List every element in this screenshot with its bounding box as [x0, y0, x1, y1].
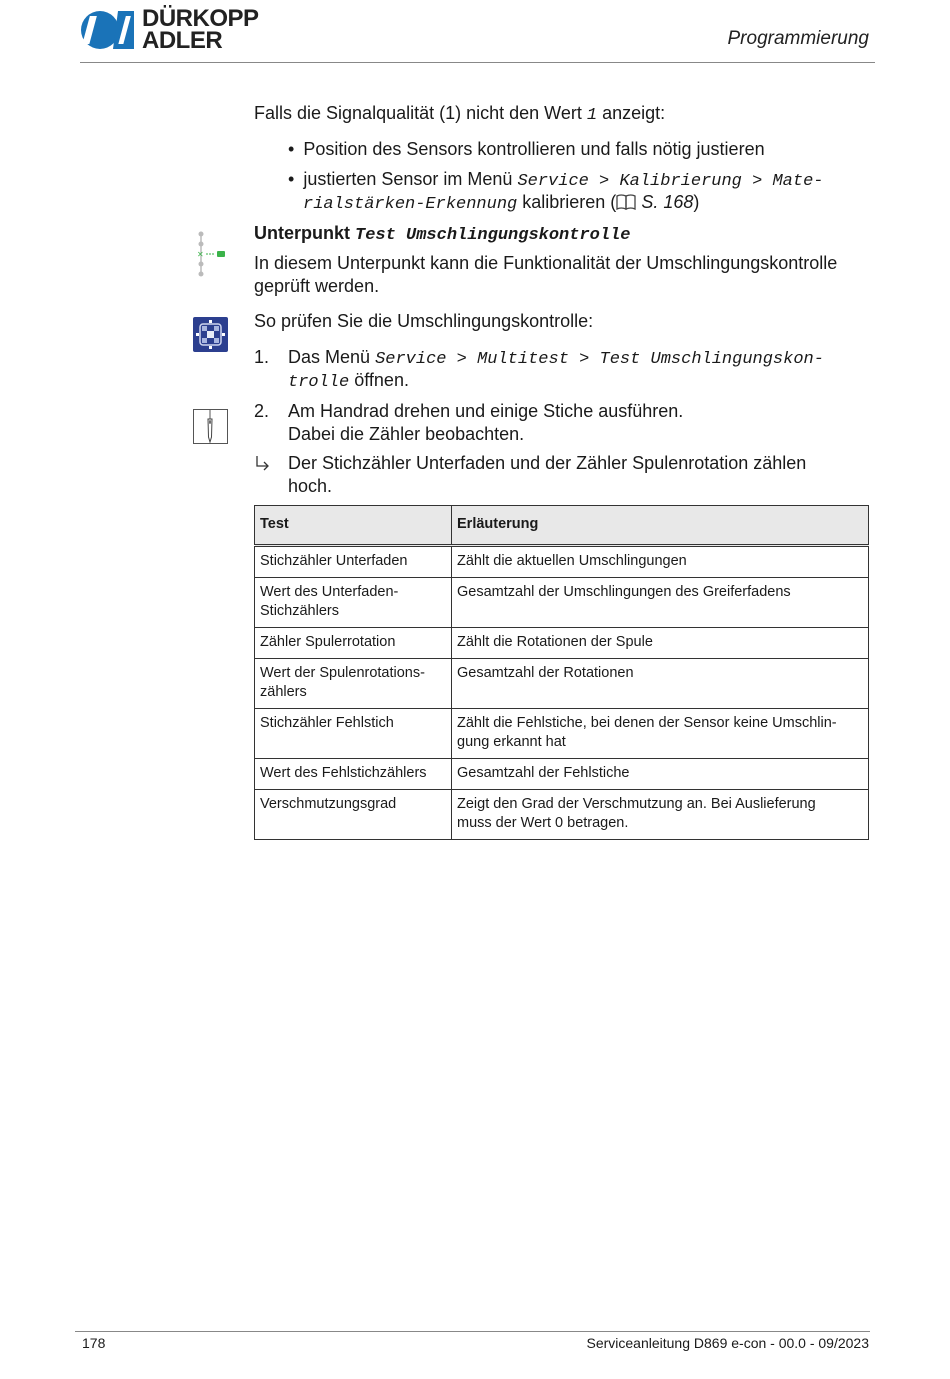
step-text: Am Handrad drehen und einige Stiche ausführen. [288, 401, 684, 421]
table-cell-explanation: Zählt die Fehlstiche, bei denen der Sensor keine Umschlin- gung erkannt hat [452, 709, 869, 759]
howto-text: So prüfen Sie die Umschlingungskontrolle: [254, 311, 594, 331]
footer-divider [75, 1331, 870, 1332]
bullet-text-end: ) [693, 192, 700, 212]
step-number: 2. [254, 401, 270, 421]
subsection-description [254, 252, 884, 298]
table-header-row [255, 506, 869, 546]
book-icon [616, 193, 636, 216]
table-cell-test: Verschmutzungsgrad [255, 790, 452, 840]
table-cell-explanation: Zählt die aktuellen Umschlingungen [452, 546, 869, 578]
intro-text-end: anzeigt: [602, 103, 666, 123]
subsection-heading [254, 223, 630, 245]
table-cell-explanation: Gesamtzahl der Rotationen [452, 659, 869, 709]
page-reference-link[interactable]: S. 168 [641, 192, 694, 212]
step-number: 1. [254, 347, 270, 367]
table-cell-test: Wert der Spulenrotations- zählers [255, 659, 452, 709]
bullet-text: justierten Sensor im Menü [303, 169, 513, 189]
table-row [255, 659, 869, 709]
bullet-continuation [303, 191, 699, 216]
duerkopp-adler-logo-icon [80, 8, 136, 52]
intro-text: Falls die Signalqualität (1) nicht den Wert [254, 103, 582, 123]
table-row [255, 578, 869, 628]
table-cell-test: Wert des Fehlstichzählers [255, 759, 452, 790]
table-cell-test: Stichzähler Unterfaden [255, 546, 452, 578]
counter-table [254, 505, 869, 840]
page-number: 178 [82, 1335, 106, 1351]
result-line: hoch. [288, 476, 333, 496]
table-row [255, 546, 869, 578]
description-line: geprüft werden. [254, 276, 380, 296]
description-line: In diesem Unterpunkt kann die Funktionalität der Umschlingungskontrolle [254, 253, 838, 273]
table-header-explanation: Erläuterung [452, 506, 869, 546]
result-line: Der Stichzähler Unterfaden und der Zähler Spulenrotation zählen [288, 453, 807, 473]
step-continuation [288, 369, 409, 394]
table-cell-test: Zähler Spulerrotation [255, 628, 452, 659]
menu-path-cont: rialstärken-Erkennung [303, 195, 518, 214]
table-row [255, 709, 869, 759]
result-arrow-icon [254, 455, 272, 478]
step-item [288, 346, 878, 371]
table-row [255, 759, 869, 790]
menu-path: Service > Kalibrierung > Mate- [517, 172, 824, 191]
table-row [255, 790, 869, 840]
table-cell-test: Wert des Unterfaden- Stichzählers [255, 578, 452, 628]
document-title: Serviceanleitung D869 e-con - 00.0 - 09/2023 [586, 1335, 869, 1351]
section-title: Programmierung [727, 28, 869, 49]
subsection-label: Unterpunkt [254, 223, 350, 243]
table-cell-explanation: Gesamtzahl der Umschlingungen des Greiferfadens [452, 578, 869, 628]
table-row [255, 628, 869, 659]
step-text: öffnen. [354, 370, 409, 390]
table-cell-explanation: Gesamtzahl der Fehlstiche [452, 759, 869, 790]
subsection-name: Test Umschlingungskontrolle [355, 226, 631, 245]
table-cell-explanation: Zählt die Rotationen der Spule [452, 628, 869, 659]
result-text [288, 452, 878, 498]
bullet-item [288, 168, 878, 193]
brand-name-line2: ADLER [142, 27, 223, 54]
bullet-text: Position des Sensors kontrollieren und falls nötig justieren [303, 139, 765, 159]
bullet-icon: • [288, 139, 295, 159]
control-panel-icon [193, 317, 228, 357]
svg-text:✕: ✕ [197, 250, 204, 259]
step-item [288, 400, 683, 446]
step-text: Das Menü [288, 347, 371, 367]
menu-tree-icon [193, 230, 233, 283]
menu-path-cont: trolle [288, 373, 350, 392]
bullet-icon: • [288, 169, 295, 189]
bullet-text: kalibrieren ( [522, 192, 617, 212]
bullet-item [288, 138, 765, 161]
header-divider [80, 62, 875, 63]
needle-icon [193, 409, 228, 449]
menu-path: Service > Multitest > Test Umschlingungskon- [375, 350, 824, 369]
intro-paragraph [254, 102, 665, 127]
brand-logo [80, 5, 270, 54]
step-text: Dabei die Zähler beobachten. [288, 424, 525, 444]
table-cell-test: Stichzähler Fehlstich [255, 709, 452, 759]
table-cell-explanation: Zeigt den Grad der Verschmutzung an. Bei Auslieferung muss der Wert 0 betragen. [452, 790, 869, 840]
brand-name-line1: DÜRKOPP [142, 5, 259, 32]
intro-value: 1 [586, 106, 598, 125]
table-header-test: Test [255, 506, 452, 546]
